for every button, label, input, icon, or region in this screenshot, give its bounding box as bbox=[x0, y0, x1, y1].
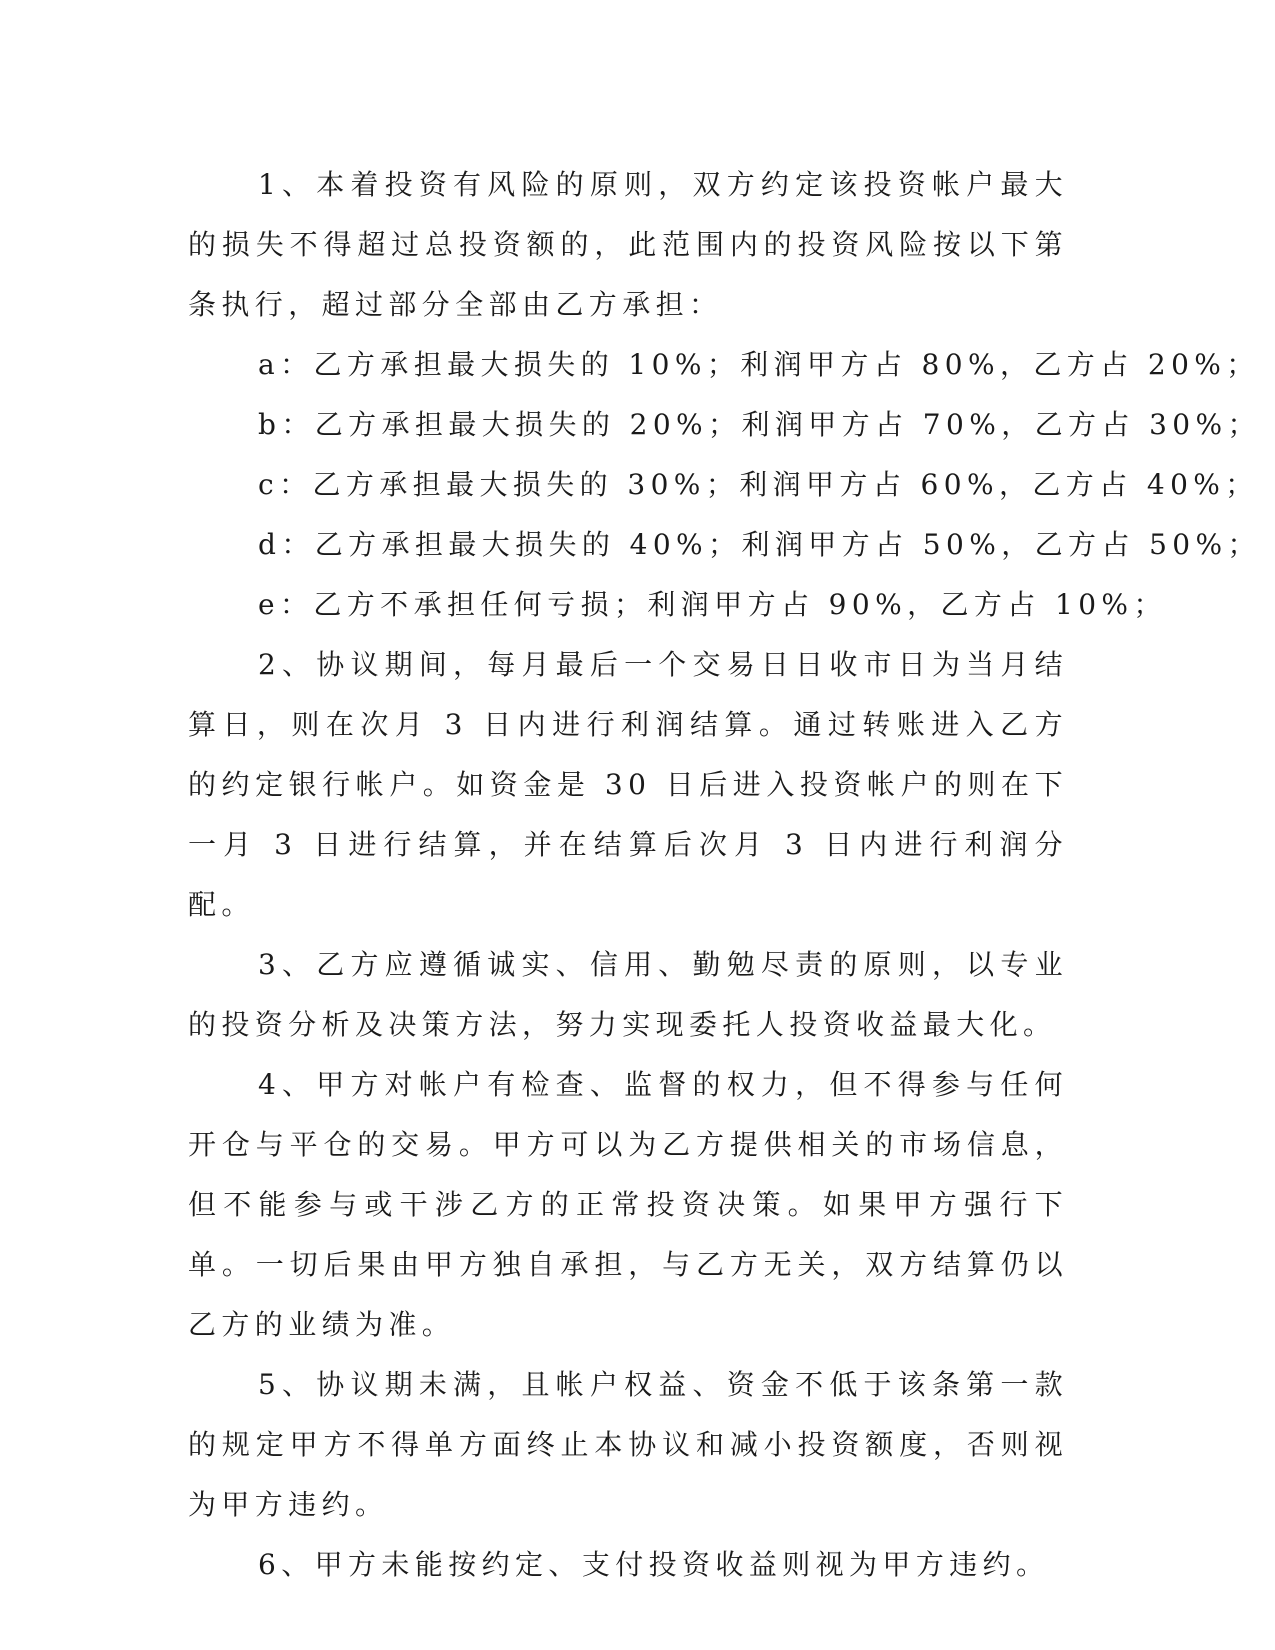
paragraph-3: 3、乙方应遵循诚实、信用、勤勉尽责的原则，以专业的投资分析及决策方法，努力实现委托人投资收益最大化。 bbox=[188, 948, 1068, 1041]
paragraph-1: 1、本着投资有风险的原则，双方约定该投资帐户最大的损失不得超过总投资额的，此范围内的投资风险按以下第条执行，超过部分全部由乙方承担： bbox=[188, 168, 1068, 321]
paragraph-2: 2、协议期间，每月最后一个交易日日收市日为当月结算日，则在次月 3 日内进行利润结算。通过转账进入乙方的约定银行帐户。如资金是 30 日后进入投资帐户的则在下一月 3 日进行结算，并在结算后次月 3 日内进行利润分配。 bbox=[188, 648, 1068, 921]
paragraph-5: 5、协议期未满，且帐户权益、资金不低于该条第一款的规定甲方不得单方面终止本协议和减小投资额度，否则视为甲方违约。 bbox=[188, 1368, 1068, 1521]
clause-a: a：乙方承担最大损失的 10%；利润甲方占 80%，乙方占 20%； bbox=[258, 348, 1260, 381]
document-body bbox=[188, 155, 1261, 1595]
paragraph-4: 4、甲方对帐户有检查、监督的权力，但不得参与任何开仓与平仓的交易。甲方可以为乙方提供相关的市场信息，但不能参与或干涉乙方的正常投资决策。如果甲方强行下单。一切后果由甲方独自承担，与乙方无关，双方结算仍以乙方的业绩为准。 bbox=[188, 1068, 1068, 1341]
clause-e: e：乙方不承担任何亏损；利润甲方占 90%，乙方占 10%； bbox=[258, 588, 1167, 621]
clause-b: b：乙方承担最大损失的 20%；利润甲方占 70%，乙方占 30%； bbox=[258, 408, 1261, 441]
clause-c: c：乙方承担最大损失的 30%；利润甲方占 60%，乙方占 40%； bbox=[258, 468, 1259, 501]
clause-d: d：乙方承担最大损失的 40%；利润甲方占 50%，乙方占 50%； bbox=[258, 528, 1261, 561]
paragraph-6: 6、甲方未能按约定、支付投资收益则视为甲方违约。 bbox=[258, 1548, 1050, 1581]
